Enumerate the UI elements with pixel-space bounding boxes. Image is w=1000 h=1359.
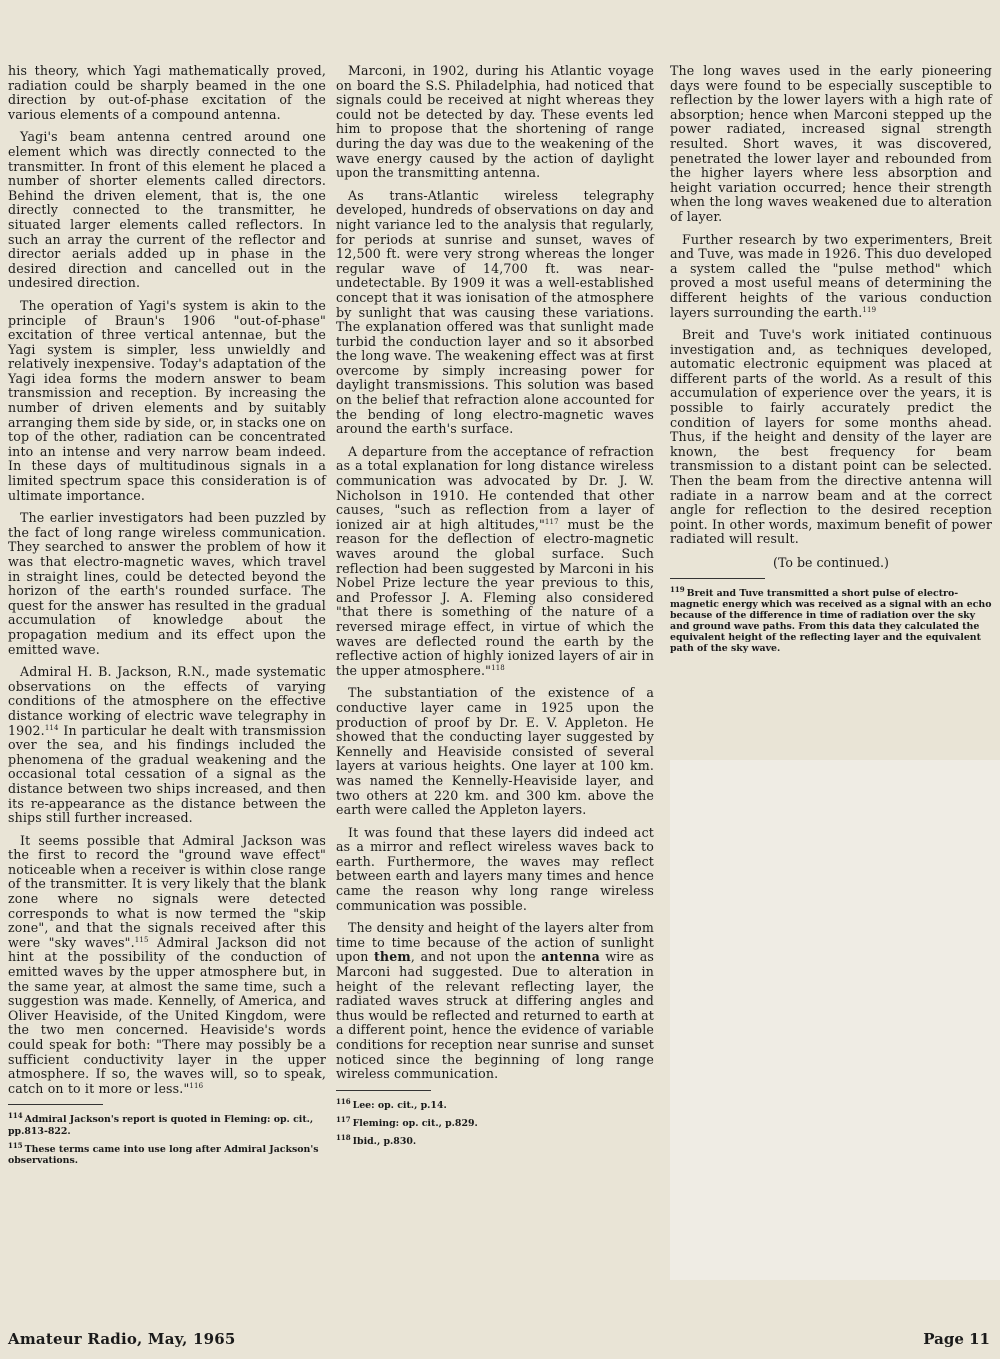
footnote-number: 114 (8, 1111, 23, 1121)
paragraph-text: must be the reason for the deflection of electro-magnetic waves around the global surface. Such reflection had been suggested by Marconi in his Nobel Prize lecture the year previous to this, and Professor J. A. Fleming also considered "that there is something of the nature of a reversed mirage effect, in virtue of which the waves are deflected round the earth by the reflective action of highly ionized layers of air in the upper atmosphere." (336, 516, 654, 678)
paragraph: It was found that these layers did indeed act as a mirror and reflect wireless waves back to earth. Furthermore, the waves may reflect between earth and layers many times and hence came the reason why long range wireless communication was possible. (336, 824, 654, 913)
footnote-text: Ibid., p.830. (352, 1136, 417, 1148)
paragraph (336, 445, 654, 679)
paragraph (8, 834, 326, 1097)
footnote-number: 118 (336, 1133, 351, 1143)
footnote-text: These terms came into use long after Admiral Jackson's observations. (8, 1143, 319, 1166)
emphasis-text: antenna (541, 949, 600, 965)
footnote (8, 1110, 326, 1136)
footnote-divider (670, 578, 765, 579)
paragraph-text: wire as Marconi had suggested. Due to alteration in height of the relevant reflecting layer, the radiated waves struck at differing angles and thus would be reflected and returned to earth at a different point, hence the evidence of variable conditions for reception near sunrise and sunset noticed since the beginning of long range wireless communication. (336, 949, 654, 1082)
paragraph (336, 921, 654, 1082)
paragraph-text: , and not upon the (410, 949, 542, 965)
emphasis-text: them (373, 949, 411, 965)
footnote-ref: 117 (544, 517, 559, 526)
paragraph-text: In particular he dealt with transmission over the sea, and his findings included the phenomena of the gradual weakening and the occasional total cessation of a signal as the distance between two ships increased, and then its re-appearance as the distance between the ships still further increased. (8, 722, 326, 826)
footnote-text: Admiral Jackson's report is quoted in Fleming: op. cit., pp.813-822. (8, 1114, 314, 1137)
footnote-ref: 115 (134, 935, 149, 944)
footnote-divider (336, 1090, 431, 1091)
footnote-number: 117 (336, 1114, 351, 1124)
column-2 (336, 64, 654, 1150)
paragraph-text: Further research by two experimenters, Breit and Tuve, was made in 1926. This duo developed a system called the "pulse method" which proved a most useful means of determining the different heights of the various conduction layers surrounding the earth. (670, 231, 992, 320)
column-3 (670, 64, 992, 657)
footnote-text: Breit and Tuve transmitted a short pulse of electro-magnetic energy which was received as a signal with an echo because of the difference in time of radiation over the sky and ground wave paths. From this data they calculated the equivalent height of the reflecting layer and the equivalent path of the sky wave. (670, 588, 992, 655)
footnote (336, 1132, 654, 1147)
footnote-divider (8, 1104, 103, 1105)
blank-area (670, 760, 1000, 1280)
paragraph: Breit and Tuve's work initiated continuous investigation and, as techniques developed, automatic electronic equipment was placed at different parts of the world. As a result of this accumulation of experience over the years, it is possible to fairly accurately predict the condition of layers for some months ahead. Thus, if the height and density of the layer are known, the best frequency for beam transmission to a distant point can be selected. Then the beam from the directive antenna will radiate in a narrow beam and at the correct angle for reflection to the desired reception point. In other words, maximum benefit of power radiated will result. (670, 327, 992, 547)
paragraph (8, 665, 326, 826)
paragraph: Yagi's beam antenna centred around one element which was directly connected to the transmitter. In front of this element he placed a number of shorter elements called directors. Behind the driven element, that is, the one directly connected to the transmitter, he situated larger elements called reflectors. In such an array the current of the reflector and director aerials added up in phase in the desired direction and cancelled out in the undesired direction. (8, 129, 326, 291)
paragraph: The earlier investigators had been puzzled by the fact of long range wireless communication. They searched to answer the problem of how it was that electro-magnetic waves, which travel in straight lines, could be detected beyond the horizon of the earth's rounded surface. The quest for the answer has resulted in the gradual accumulation of knowledge about the propagation medium and its effect upon the emitted wave. (8, 510, 326, 657)
footnote (8, 1140, 326, 1166)
footnote-text: Lee: op. cit., p.14. (352, 1099, 447, 1111)
publication-footer: Amateur Radio, May, 1965 (8, 1330, 236, 1348)
paragraph: The operation of Yagi's system is akin to the principle of Braun's 1906 "out-of-phase" excitation of three vertical antennae, but the Yagi system is simpler, less unwieldly and relatively inexpensive. Today's adaptation of the Yagi idea forms the modern answer to beam transmission and reception. By increasing the number of driven elements and by suitably arranging them side by side, or, in stacks one on top of the other, radiation can be concentrated into an intense and very narrow beam indeed. In these days of multitudinous signals in a limited spectrum space this consideration is of ultimate importance. (8, 297, 326, 503)
paragraph: The long waves used in the early pioneering days were found to be especially susceptible to reflection by the lower layers with a high rate of absorption; hence when Marconi stepped up the power radiated, increased signal strength resulted. Short waves, it was discovered, penetrated the lower layer and rebounded from the higher layers where less absorption and height variation occurred; hence their strength when the long waves weakened due to alteration of layer. (670, 63, 992, 224)
footnote (670, 584, 992, 654)
paragraph-text: Admiral H. B. Jackson, R.N., made systematic observations on the effects of varying conditions of the atmosphere on the effective distance working of electric wave telegraphy in 1902. (8, 664, 326, 738)
footnote-number: 115 (8, 1140, 23, 1150)
footnote-text: Fleming: op. cit., p.829. (352, 1118, 478, 1130)
footnote-ref: 119 (862, 305, 877, 314)
footnote-ref: 118 (491, 663, 505, 672)
footnote (336, 1096, 654, 1111)
footnote-ref: 116 (189, 1081, 204, 1090)
paragraph: Marconi, in 1902, during his Atlantic voyage on board the S.S. Philadelphia, had noticed that signals could be received at night whereas they could not be detected by day. These events led him to propose that the shortening of range during the day was due to the weakening of the wave energy caused by the action of daylight upon the transmitting antenna. (336, 63, 654, 181)
footnote-number: 116 (336, 1096, 351, 1106)
page-number: Page 11 (923, 1330, 990, 1348)
footnote (336, 1114, 654, 1129)
paragraph: his theory, which Yagi mathematically proved, radiation could be sharply beamed in the one direction by out-of-phase excitation of the various elements of a compound antenna. (8, 63, 326, 122)
paragraph: As trans-Atlantic wireless telegraphy developed, hundreds of observations on day and night variance led to the analysis that regularly, for periods at sunrise and sunset, waves of 12,500 ft. were very strong whereas the longer regular wave of 14,700 ft. was near-undetectable. By 1909 it was a well-established concept that it was ionisation of the atmosphere by sunlight that was causing these variations. The explanation offered was that sunlight made turbid the conduction layer and so it absorbed the long wave. The weakening effect was at first overcome by simply increasing power for daylight transmissions. This solution was based on the belief that refraction alone accounted for the bending of long electro-magnetic waves around the earth's surface. (336, 187, 654, 437)
paragraph-text: The density and height of the layers alter from time to time because of the action of sunlight upon (336, 920, 654, 965)
continued-note: (To be continued.) (773, 555, 889, 570)
column-1 (8, 64, 326, 1169)
paragraph (670, 233, 992, 321)
paragraph-text: A departure from the acceptance of refraction as a total explanation for long distance wireless communication was advocated by Dr. J. W. Nicholson in 1910. He contended that other causes, "such as reflection from a layer of ionized air at high altitudes," (336, 443, 654, 532)
footnote-ref: 114 (44, 723, 59, 732)
footnote-number: 119 (670, 585, 685, 594)
paragraph-text: Admiral Jackson did not hint at the possibility of the conduction of emitted waves by the upper atmosphere but, in the same year, at almost the same time, such a suggestion was made. Kennelly, of America, and Oliver Heaviside, of the United Kingdom, were the two men concerned. Heaviside's words could speak for both: "There may possibly be a sufficient conductivity layer in the upper atmosphere. If so, the waves will, so to speak, catch on to it more or less." (8, 934, 326, 1096)
paragraph: The substantiation of the existence of a conductive layer came in 1925 upon the production of proof by Dr. E. V. Appleton. He showed that the conducting layer suggested by Kennelly and Heaviside consisted of several layers at various heights. One layer at 100 km. was named the Kennelly-Heaviside layer, and two others at 220 km. and 300 km. above the earth were called the Appleton layers. (336, 685, 654, 818)
paragraph-text: It seems possible that Admiral Jackson was the first to record the "ground wave effect" noticeable when a receiver is within close range of the transmitter. It is very likely that the blank zone where no signals were detected corresponds to what is now termed the "skip zone", and that the signals received after this were "sky waves". (8, 832, 326, 950)
